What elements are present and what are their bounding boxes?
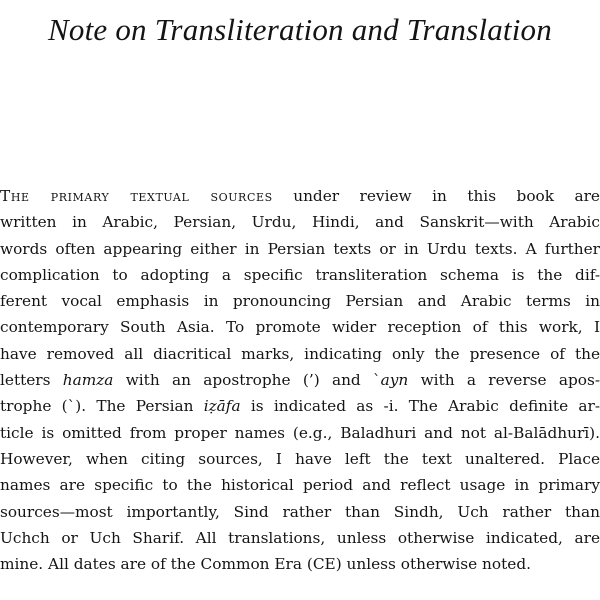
line-text: names are specific to the historical period and reflect usage in primary bbox=[0, 476, 600, 495]
text-line-12 bbox=[0, 472, 600, 498]
line-text: mine. All dates are of the Common Era (CE) unless otherwise noted. bbox=[0, 555, 531, 574]
lead-smallcaps: he primary textual sources bbox=[10, 187, 273, 205]
text-line-11 bbox=[0, 446, 600, 472]
text-line-9 bbox=[0, 393, 600, 419]
line-text: is indicated as -i. The Arabic definite ar- bbox=[240, 397, 600, 416]
term-hamza: hamza bbox=[62, 371, 114, 390]
line-text: ferent vocal emphasis in pronouncing Persian and Arabic terms in bbox=[0, 292, 600, 311]
text-line-8 bbox=[0, 367, 600, 393]
body-paragraph bbox=[0, 183, 600, 577]
text-line-15 bbox=[0, 551, 600, 577]
text-line-10 bbox=[0, 420, 600, 446]
lead-initial: T bbox=[0, 187, 11, 205]
term-izafa: iẓāfa bbox=[203, 397, 241, 416]
text-line-3 bbox=[0, 236, 600, 262]
line-text: sources—most importantly, Sind rather than Sindh, Uch rather than bbox=[0, 502, 600, 521]
text-line-7 bbox=[0, 341, 600, 367]
line-text: letters bbox=[0, 371, 63, 390]
text-line-4 bbox=[0, 262, 600, 288]
text-line-1 bbox=[0, 183, 600, 209]
line-text: written in Arabic, Persian, Urdu, Hindi, and Sanskrit—with Arabic bbox=[0, 213, 600, 232]
line-text: words often appearing either in Persian texts or in Urdu texts. A further bbox=[0, 239, 600, 258]
text-line-5 bbox=[0, 288, 600, 314]
text-line-6 bbox=[0, 314, 600, 340]
line-text: complication to adopting a specific transliteration schema is the dif- bbox=[0, 265, 600, 284]
line-text: However, when citing sources, I have left the text unaltered. Place bbox=[0, 449, 600, 468]
line-text: contemporary South Asia. To promote wider reception of this work, I bbox=[0, 318, 600, 337]
line-text: have removed all diacritical marks, indicating only the presence of the bbox=[0, 344, 600, 363]
text-line-13 bbox=[0, 499, 600, 525]
line-text: under review in this book are bbox=[272, 187, 600, 205]
line-text: with a reverse apos- bbox=[408, 371, 600, 390]
line-text: with an apostrophe (’) and ` bbox=[113, 371, 381, 390]
text-line-14 bbox=[0, 525, 600, 551]
line-text: Uchch or Uch Sharif. All translations, unless otherwise indicated, are bbox=[0, 528, 600, 547]
line-text: trophe (`). The Persian bbox=[0, 397, 204, 416]
line-text: ticle is omitted from proper names (e.g., Baladhuri and not al-Balādhurī). bbox=[0, 423, 600, 442]
term-ayn: ayn bbox=[380, 371, 409, 390]
text-line-2 bbox=[0, 209, 600, 235]
chapter-title: Note on Transliteration and Translation bbox=[48, 12, 552, 47]
